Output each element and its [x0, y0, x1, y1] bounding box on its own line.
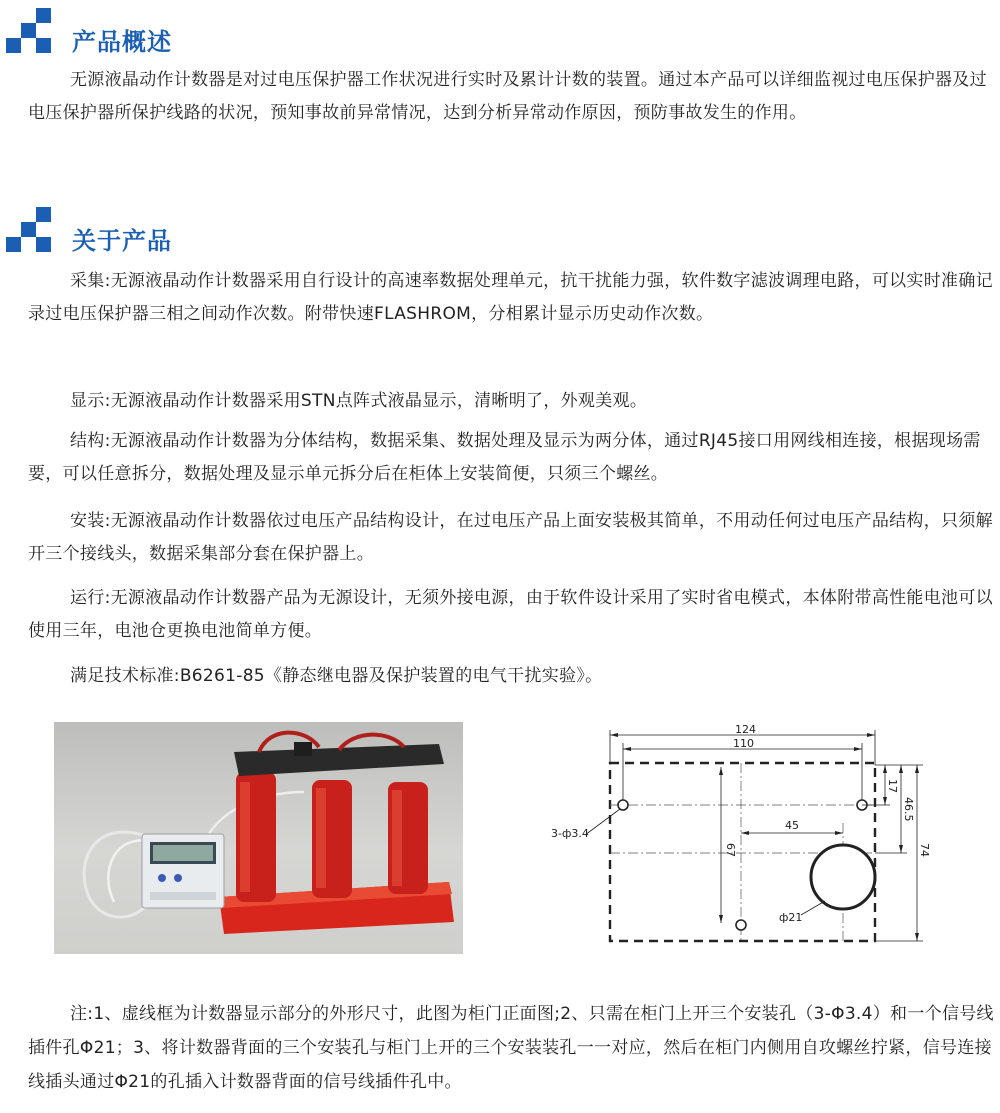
note-paragraph: 注:1、虚线框为计数器显示部分的外形尺寸，此图为柜门正面图;2、只需在柜门上开三个安装孔（3-Φ3.4）和一个信号线插件孔Φ21；3、将计数器背面的三个安装孔与柜门上开的三个安装装孔一一对应，然后在柜门内侧用自攻螺丝拧紧，信号连接线插头通过Φ21的孔插入计数器背面的信号线插件孔中。	[28, 1004, 994, 1092]
about-standard: 满足技术标准:B6261-85《静态继电器及保护装置的电气干扰实验》。	[70, 666, 603, 686]
dim-height-top: 17	[886, 779, 899, 793]
mounting-diagram	[545, 725, 945, 965]
dim-height-mid: 46.5	[902, 797, 915, 822]
overview-body: 无源液晶动作计数器是对过电压保护器工作状况进行实时及累计计数的装置。通过本产品可以详细监视过电压保护器及过电压保护器所保护线路的状况，预知事故前异常情况，达到分析异常动作原因，预防事故发生的作用。	[28, 70, 987, 123]
about-install: 安装:无源液晶动作计数器依过电压产品结构设计，在过电压产品上面安装极其简单，不用动任何过电压产品结构，只须解开三个接线头，数据采集部分套在保护器上。	[28, 511, 993, 564]
about-display: 显示:无源液晶动作计数器采用STN点阵式液晶显示，清晰明了，外观美观。	[70, 391, 648, 411]
about-collect: 采集:无源液晶动作计数器采用自行设计的高速率数据处理单元，抗干扰能力强，软件数字滤波调理电路，可以实时准确记录过电压保护器三相之间动作次数。附带快速FLASHROM，分相累计显示历史动作次数。	[28, 271, 993, 324]
product-photo	[54, 722, 463, 954]
overview-title: 产品概述	[72, 28, 172, 56]
about-structure: 结构:无源液晶动作计数器为分体结构，数据采集、数据处理及显示为两分体，通过RJ45接口用网线相连接，根据现场需要，可以任意拆分，数据处理及显示单元拆分后在柜体上安装简便，只须三个螺丝。	[28, 431, 981, 484]
dim-width-outer: 124	[735, 725, 756, 736]
section-logo-icon	[6, 207, 56, 257]
about-header	[6, 207, 406, 257]
dim-height-total: 74	[918, 843, 931, 857]
dim-width-inner: 110	[733, 737, 754, 750]
dim-hole-spacing: 67	[724, 843, 737, 857]
hole-label: 3-ф3.4	[551, 827, 589, 840]
overview-header	[6, 8, 406, 58]
about-operation: 运行:无源液晶动作计数器产品为无源设计，无须外接电源，由于软件设计采用了实时省电模式，本体附带高性能电池可以使用三年，电池仓更换电池简单方便。	[28, 588, 993, 641]
plug-label: ф21	[779, 911, 803, 924]
section-logo-icon	[6, 8, 56, 58]
about-title: 关于产品	[72, 227, 172, 255]
dim-hole-offset: 45	[785, 819, 799, 832]
